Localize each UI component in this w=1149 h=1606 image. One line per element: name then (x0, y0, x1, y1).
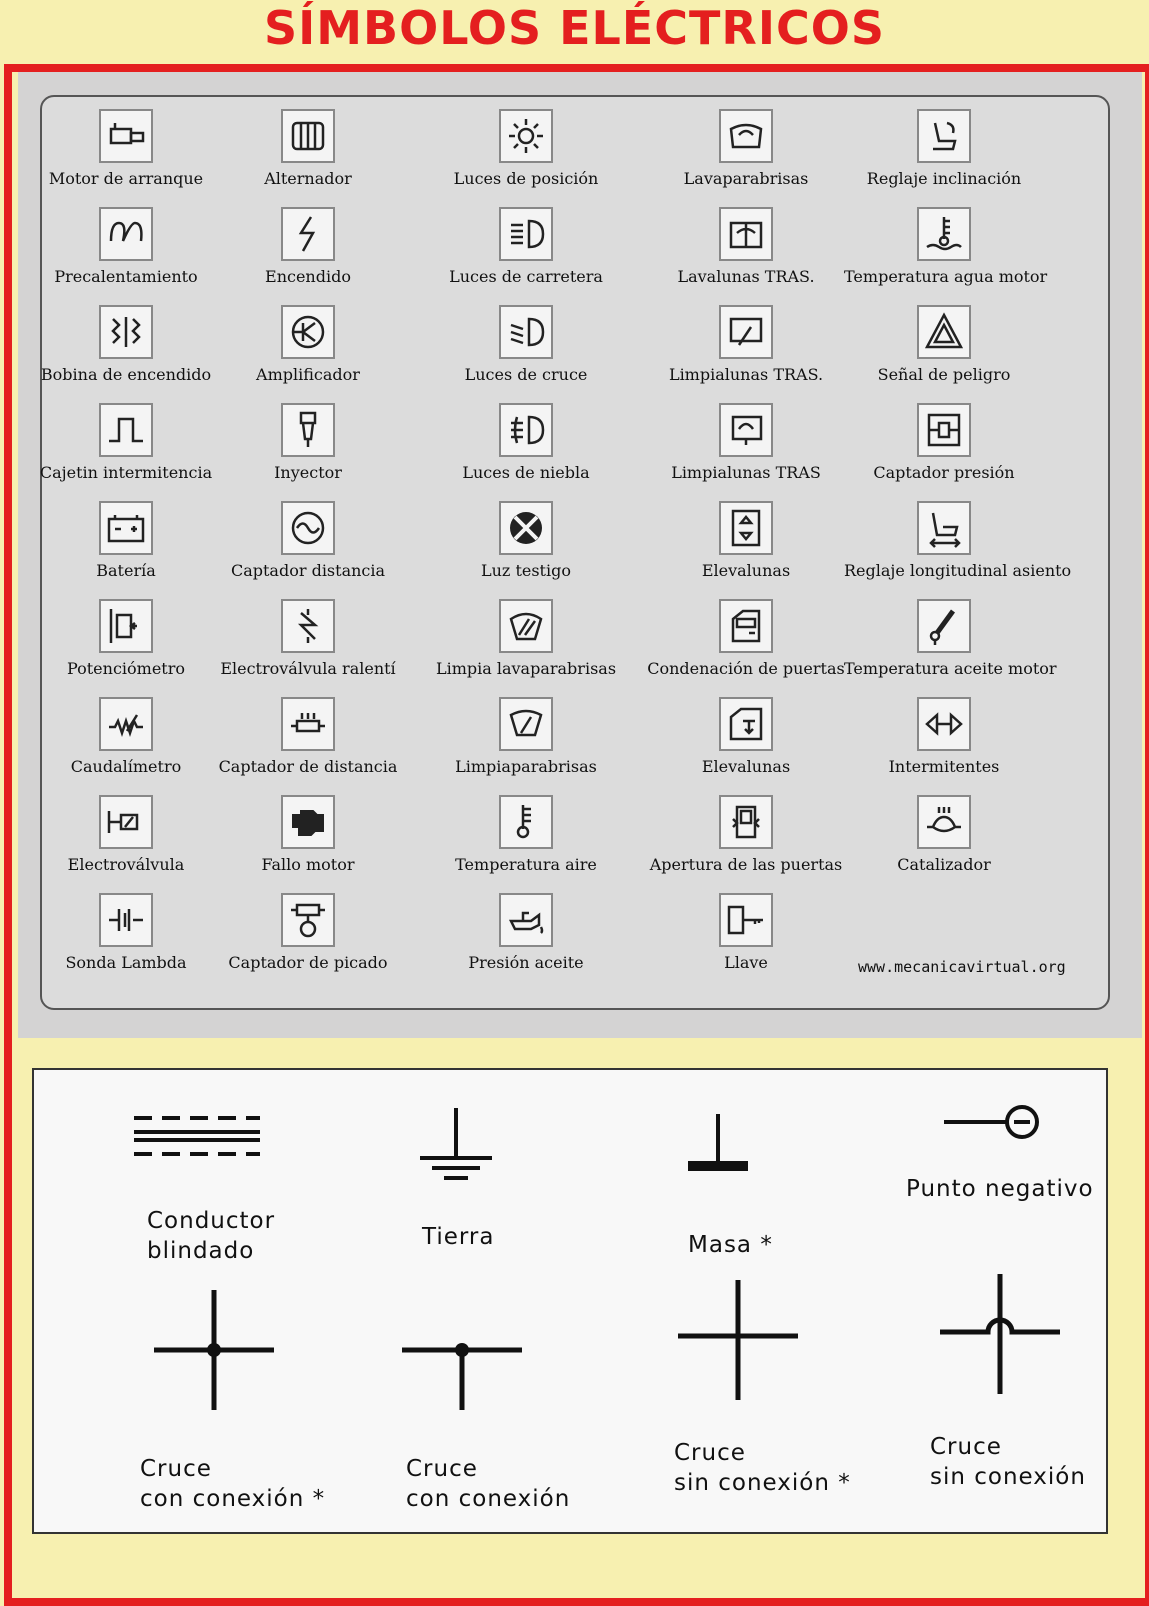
symbol-label: Intermitentes (888, 757, 1000, 776)
symbol-label: Llave (724, 953, 768, 972)
door-open-icon (719, 795, 773, 849)
starter-motor-icon (99, 109, 153, 163)
symbol-label: Luces de carretera (449, 267, 603, 286)
symbol-item (844, 403, 1044, 482)
symbol-item (426, 795, 626, 874)
symbol-item (426, 109, 626, 188)
symbol-label: Luces de cruce (464, 365, 588, 384)
symbol-label: Temperatura agua motor (844, 267, 1048, 286)
symbol-item (646, 109, 846, 188)
oil-temp-icon (917, 599, 971, 653)
wiper-washer-icon (499, 599, 553, 653)
symbol-label: Sonda Lambda (65, 953, 187, 972)
symbol-label: Amplificador (256, 365, 360, 384)
symbol-label: Luces de posición (453, 169, 599, 188)
symbol-label: Precalentamiento (54, 267, 198, 286)
symbol-item (646, 795, 846, 874)
rear-wiper-icon (719, 305, 773, 359)
wiring-label: Cruce con conexión * (140, 1456, 326, 1512)
symbol-item (844, 599, 1057, 678)
symbol-item (26, 501, 226, 580)
key-icon (719, 893, 773, 947)
symbol-label: Reglaje longitudinal asiento (844, 561, 1072, 580)
symbol-label: Batería (96, 561, 156, 580)
symbol-item (646, 207, 846, 286)
solenoid-valve-icon (99, 795, 153, 849)
symbol-label: Presión aceite (468, 953, 584, 972)
pressure-sensor-icon (917, 403, 971, 457)
symbols-panel (40, 95, 1110, 1010)
windshield-washer-icon (719, 109, 773, 163)
symbol-label: Encendido (265, 267, 351, 286)
symbol-item (208, 599, 408, 678)
symbol-item (26, 305, 226, 384)
symbol-item (426, 599, 626, 678)
symbol-item (426, 893, 626, 972)
symbol-item (26, 109, 226, 188)
symbol-label: Luz testigo (481, 561, 571, 580)
symbol-label: Caudalímetro (70, 757, 182, 776)
wiring-panel (32, 1068, 1108, 1534)
potentiometer-icon (99, 599, 153, 653)
ignition-coil-icon (99, 305, 153, 359)
low-beam-icon (499, 305, 553, 359)
symbol-item (844, 207, 1048, 286)
symbol-item (426, 697, 626, 776)
symbol-label: Limpialunas TRAS (671, 463, 821, 482)
symbol-label: Temperatura aire (455, 855, 597, 874)
chassis-ground-icon (686, 1112, 756, 1182)
air-temp-icon (499, 795, 553, 849)
wiring-label: Cruce con conexión (406, 1456, 571, 1512)
fog-light-icon (499, 403, 553, 457)
seat-tilt-icon (917, 109, 971, 163)
symbol-item (208, 893, 408, 972)
symbol-label: Lavalunas TRAS. (677, 267, 815, 286)
symbol-label: Catalizador (897, 855, 991, 874)
symbol-label: Captador de distancia (218, 757, 398, 776)
symbol-label: Cajetin intermitencia (39, 463, 213, 482)
injector-icon (281, 403, 335, 457)
symbol-label: Captador presión (873, 463, 1015, 482)
crossover-icon (676, 1278, 800, 1402)
symbol-label: Reglaje inclinación (866, 169, 1022, 188)
wiring-label: Masa * (688, 1232, 773, 1258)
position-lights-icon (499, 109, 553, 163)
symbol-item (646, 697, 846, 776)
symbol-item (844, 109, 1044, 188)
symbol-item (646, 599, 846, 678)
symbol-item (26, 697, 226, 776)
glow-plug-icon (99, 207, 153, 261)
symbol-label: Señal de peligro (877, 365, 1011, 384)
symbol-item (426, 305, 626, 384)
rear-washer-icon (719, 207, 773, 261)
distance-sensor-icon (281, 501, 335, 555)
symbol-label: Luces de niebla (462, 463, 590, 482)
symbol-item (208, 795, 408, 874)
symbol-item (208, 403, 408, 482)
website-credit: www.mecanicavirtual.org (858, 958, 1066, 976)
ignition-icon (281, 207, 335, 261)
hazard-icon (917, 305, 971, 359)
wiper-icon (499, 697, 553, 751)
symbol-label: Captador distancia (230, 561, 386, 580)
wiring-label: Tierra (422, 1224, 495, 1250)
symbol-label: Lavaparabrisas (683, 169, 809, 188)
oil-pressure-icon (499, 893, 553, 947)
junction-cross-icon (152, 1288, 276, 1412)
symbol-item (646, 501, 846, 580)
coolant-temp-icon (917, 207, 971, 261)
wiring-label: Cruce sin conexión (930, 1434, 1086, 1490)
symbol-label: Elevalunas (701, 561, 791, 580)
symbol-item (208, 697, 408, 776)
door-lock-icon (719, 599, 773, 653)
turn-signals-icon (917, 697, 971, 751)
window-lift-icon (719, 501, 773, 555)
symbol-item (26, 893, 226, 972)
seat-slide-icon (917, 501, 971, 555)
battery-icon (99, 501, 153, 555)
high-beam-icon (499, 207, 553, 261)
symbol-label: Condenación de puertas (647, 659, 845, 678)
symbol-label: Electroválvula ralentí (220, 659, 396, 678)
engine-fault-icon (281, 795, 335, 849)
symbol-item (426, 403, 626, 482)
symbol-item (208, 207, 408, 286)
symbol-item (844, 501, 1072, 580)
symbol-item (646, 893, 846, 972)
catalyst-icon (917, 795, 971, 849)
symbol-label: Captador de picado (228, 953, 388, 972)
symbol-label: Motor de arranque (48, 169, 204, 188)
symbol-label: Alternador (264, 169, 352, 188)
symbol-label: Temperatura aceite motor (844, 659, 1057, 678)
page-title: SÍMBOLOS ELÉCTRICOS (264, 1, 885, 55)
symbol-item (426, 207, 626, 286)
symbol-label: Bobina de encendido (40, 365, 212, 384)
symbol-label: Elevalunas (701, 757, 791, 776)
crossover-hop-icon (938, 1272, 1062, 1396)
warning-light-icon (499, 501, 553, 555)
junction-tee-icon (400, 1338, 524, 1412)
symbol-item (26, 599, 226, 678)
flasher-unit-icon (99, 403, 153, 457)
symbol-item (646, 305, 846, 384)
symbol-item (26, 403, 226, 482)
alternator-icon (281, 109, 335, 163)
idle-valve-icon (281, 599, 335, 653)
symbol-label: Electroválvula (67, 855, 185, 874)
symbol-item (646, 403, 846, 482)
symbol-item (426, 501, 626, 580)
symbol-label: Potenciómetro (66, 659, 185, 678)
window-lift-2-icon (719, 697, 773, 751)
symbol-item (844, 697, 1044, 776)
distance-sensor-2-icon (281, 697, 335, 751)
lambda-sensor-icon (99, 893, 153, 947)
knock-sensor-icon (281, 893, 335, 947)
symbol-item (844, 795, 1044, 874)
wiring-label: Punto negativo (906, 1176, 1094, 1202)
amplifier-icon (281, 305, 335, 359)
symbol-label: Limpia lavaparabrisas (435, 659, 617, 678)
wiring-label: Cruce sin conexión * (674, 1440, 851, 1496)
earth-icon (416, 1106, 496, 1186)
symbol-item (208, 305, 408, 384)
wiring-label: Conductor blindado (147, 1208, 276, 1264)
symbol-label: Fallo motor (261, 855, 355, 874)
symbol-item (844, 305, 1044, 384)
symbol-label: Limpialunas TRAS. (668, 365, 824, 384)
symbol-item (208, 109, 408, 188)
rear-wiper-2-icon (719, 403, 773, 457)
symbol-label: Apertura de las puertas (649, 855, 843, 874)
symbol-item (26, 795, 226, 874)
symbol-label: Limpiaparabrisas (455, 757, 597, 776)
negative-point-icon (942, 1102, 1042, 1142)
symbol-item (26, 207, 226, 286)
shielded-conductor-icon (132, 1110, 262, 1160)
symbol-label: Inyector (274, 463, 342, 482)
symbol-item (208, 501, 408, 580)
flowmeter-icon (99, 697, 153, 751)
